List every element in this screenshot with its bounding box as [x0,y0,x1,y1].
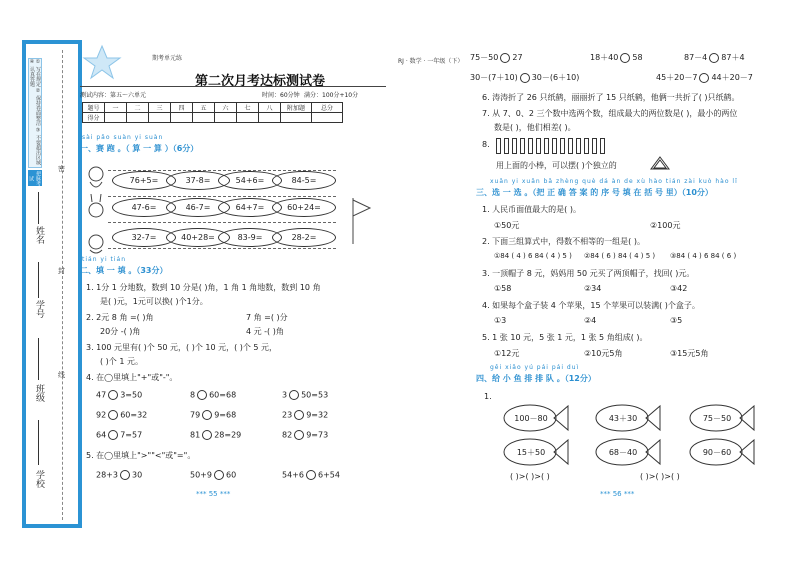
sidebar-tag: 把脉考试 [28,170,41,186]
order-row[interactable]: ( )>( )>( ) [510,472,550,481]
operand: 60 [225,470,237,480]
s3-option[interactable]: ①84 ( 4 ) 6 84 ( 4 ) 5 ) [494,252,572,260]
race-oval[interactable]: 47-6= [112,198,176,217]
cmp-item [590,52,643,63]
q2-item: 2. 2元 8 角 =( )角 [86,313,154,322]
operand: 9=32 [306,410,329,420]
s3-option[interactable]: ②4 [584,316,597,325]
score-cell: 五 [193,103,215,113]
score-cell: 题号 [83,103,105,113]
race-oval[interactable]: 64+7= [218,198,282,217]
s1-title: 一、赛 跑 。（ 算 一 算 ）（6分） [80,144,199,153]
race-oval[interactable]: 40+28= [166,228,230,247]
cmp-item [684,52,745,63]
page-title: 第二次月考达标测试卷 [194,74,325,89]
q5-item [190,470,236,480]
score-cell: 总分 [312,103,343,113]
operand: 45＋20－7 [656,73,698,82]
operand: 58 [632,53,643,62]
s3-option[interactable]: ①3 [494,316,507,325]
cmp-item [470,52,523,63]
triangle-icon [650,156,670,170]
number-label: 学号 [34,300,44,318]
finish-flag-icon [350,196,374,246]
school-label: 学校 [34,470,44,488]
race-oval[interactable]: 84-5= [272,171,336,190]
q4-item [96,410,147,420]
s3-option[interactable]: ③15元5角 [670,349,709,358]
operand: 9=68 [214,410,237,420]
answer-circle[interactable] [108,390,118,400]
answer-circle[interactable] [699,73,709,83]
score-input[interactable] [105,113,127,123]
race-oval[interactable]: 32-7= [112,228,176,247]
seal-feng: 封 [58,267,65,275]
s3-q1: 1. 人民币面值最大的是( )。 [482,205,581,214]
answer-circle[interactable] [289,390,299,400]
s3-option[interactable]: ①50元 [494,221,520,230]
s3-option[interactable]: ③42 [670,284,688,293]
score-input[interactable] [127,113,149,123]
q1-line2: 是( )元，1元可以换( )个1分。 [100,297,208,306]
test-time: 时间：60分钟 [262,92,300,99]
s3-q4: 4. 如果每个盒子装 4 个苹果，15 个苹果可以装满( )个盒子。 [482,301,700,310]
s3-q2: 2. 下面三组算式中，得数不相等的一组是( )。 [482,237,645,246]
score-input[interactable] [215,113,237,123]
q4-item [190,390,236,400]
track-line [108,248,336,249]
school-line [38,420,39,465]
class-line [38,338,39,380]
s1-pinyin: sài pǎo suàn yi suàn [82,134,164,141]
operand: 8 [190,390,196,400]
name-label: 姓名 [34,226,44,244]
q4-item [282,430,328,440]
name-line [38,192,39,224]
title-rule [80,86,386,87]
s4-pinyin: gěi xiǎo yú pái pái duì [490,364,580,371]
race-oval[interactable]: 60+24= [272,198,336,217]
q4-item [190,430,241,440]
q4-item [96,430,142,440]
q3-line2: ( )个 1 元。 [100,357,143,366]
class-label: 班级 [34,384,44,402]
s4-number: 1. [484,392,492,401]
s3-option[interactable]: ②34 [584,284,602,293]
operand: 30－(6＋10) [531,73,580,82]
operand: 47 [96,390,107,400]
q3-line1: 3. 100 元里有( )个 50 元，( )个 10 元，( )个 5 元， [86,343,278,352]
fish-expression[interactable]: 100－80 [514,414,548,423]
operand: 9=73 [306,430,329,440]
q6-text: 6. 涛涛折了 26 只纸鹤，丽丽折了 15 只纸鹤，他俩一共折了( )只纸鹤。 [482,93,740,102]
operand: 50+9 [190,470,212,480]
s3-option[interactable]: ②84 ( 6 ) 84 ( 4 ) 5 ) [584,252,656,260]
answer-circle[interactable] [294,410,304,420]
score-cell: 一 [105,103,127,113]
grade-label: RJ · 数学 · 一年级（下） [398,58,464,65]
q2-item: 20分 -( )角 [100,327,141,336]
s3-option[interactable]: ②10元5角 [584,349,623,358]
score-input[interactable] [149,113,171,123]
q2-item: 4 元 -( )角 [246,327,284,336]
operand: 79 [190,410,201,420]
fish-expression[interactable]: 43＋30 [608,414,638,423]
score-cell: 七 [237,103,259,113]
score-input[interactable] [193,113,215,123]
s3-option[interactable]: ①12元 [494,349,520,358]
answer-circle[interactable] [214,470,224,480]
q4-item [190,410,236,420]
s2-title: 二、填 一 填 。（33分） [80,266,168,275]
q2-item: 7 角 =( )分 [246,313,288,322]
operand: 50=53 [301,390,329,400]
answer-circle[interactable] [620,53,630,63]
q7-line1: 7. 从 7、0、2 三个数中选两个数，组成最大的两位数是( )，最小的两位 [482,109,738,118]
race-oval[interactable]: 28-2= [272,228,336,247]
s3-option[interactable]: ③5 [670,316,683,325]
seal-mi: 密 [58,165,65,173]
score-value-row [83,113,343,123]
s3-pinyin: xuǎn yi xuǎn bǎ zhèng què dá àn de xù hào tián zài kuò hào lǐ [490,178,738,185]
s3-option[interactable]: ①58 [494,284,512,293]
page-number-left: *** 55 *** [196,490,231,498]
q4-title: 4. 在◯里填上"+"或"-"。 [86,373,178,382]
answer-circle[interactable] [709,53,719,63]
q1-line1: 1. 1分 1 分地数，数到 10 分是( )角，1 角 1 角地数，数到 10 角 [86,283,321,292]
test-scope: 测试内容：第五～六单元 [80,92,147,99]
q8-number: 8. [482,140,490,149]
operand: 30－(7＋10) [470,73,518,82]
operand: 54+6 [282,470,304,480]
operand: 44＋20－7 [711,73,753,82]
operand: 3=50 [120,390,143,400]
track-line [108,196,336,197]
s3-q5: 5. 1 张 10 元，5 张 1 元，1 张 5 角组成( )。 [482,333,648,342]
operand: 6+54 [317,470,340,480]
operand: 75－50 [470,53,499,62]
s3-option[interactable]: ②100元 [650,221,681,230]
operand: 60=68 [209,390,237,400]
answer-circle[interactable] [500,53,510,63]
operand: 23 [282,410,293,420]
operand: 18＋40 [590,53,619,62]
s3-option[interactable]: ③84 ( 4 ) 6 84 ( 6 ) [670,252,737,260]
race-oval[interactable]: 37-8= [166,171,230,190]
operand: 27 [512,53,523,62]
score-input[interactable] [281,113,312,123]
race-oval[interactable]: 83-9= [218,228,282,247]
q4-item [282,410,328,420]
score-cell: 三 [149,103,171,113]
score-header-row [83,103,343,113]
order-row[interactable]: ( )>( )>( ) [640,472,680,481]
score-input[interactable] [312,113,343,123]
q7-line2: 数是( )，他们相差( )。 [494,123,576,132]
track-line [108,222,336,223]
score-table [82,102,343,123]
answer-circle[interactable] [520,73,530,83]
number-line [38,262,39,298]
operand: 30 [131,470,143,480]
sticks-icon [496,138,608,158]
answer-circle[interactable] [306,470,316,480]
fish-expression[interactable]: 68－40 [608,448,638,457]
answer-circle[interactable] [108,430,118,440]
operand: 87－4 [684,53,708,62]
operand: 7=57 [120,430,143,440]
operand: 81 [190,430,201,440]
race-oval[interactable]: 46-7= [166,198,230,217]
operand: 82 [282,430,293,440]
cmp-item [470,72,579,83]
answer-circle[interactable] [202,410,212,420]
cmp-item [656,72,753,83]
operand: 3 [282,390,288,400]
answer-circle[interactable] [120,470,130,480]
operand: 28+3 [96,470,118,480]
fish-expression[interactable]: 90－60 [702,448,732,457]
score-cell: 二 [127,103,149,113]
operand: 28=29 [214,430,242,440]
score-cell: 六 [215,103,237,113]
score-input[interactable] [237,113,259,123]
seal-line [62,50,63,520]
s4-title: 四、给 小 鱼 排 排 队 。（12分） [476,374,596,383]
q4-item [282,390,328,400]
operand: 87＋4 [721,53,745,62]
score-cell: 附加题 [281,103,312,113]
q5-item [282,470,340,480]
score-input[interactable] [171,113,193,123]
q5-item [96,470,142,480]
operand: 64 [96,430,107,440]
race-oval[interactable]: 76+5= [112,171,176,190]
test-full-score: 满分：100分+10分 [304,92,359,99]
score-cell: 四 [171,103,193,113]
s2-pinyin: tián yi tián [82,256,127,263]
answer-circle[interactable] [197,390,207,400]
answer-circle[interactable] [108,410,118,420]
q8-text: 用上面的小棒，可以摆( )个独立的 [496,161,617,170]
brand-label: 期考单元练 [152,55,183,62]
operand: 92 [96,410,107,420]
animals-icon [84,164,108,256]
operand: 60=32 [120,410,148,420]
fish-expression[interactable]: 75－50 [702,414,732,423]
sidebar-tips: ① 写在规定 ② 保持卷面整洁 ③ 不要超出区域 ④ 认真答题 [28,58,42,168]
score-input[interactable] [259,113,281,123]
q5-title: 5. 在◯里填上">""<"或"="。 [86,451,196,460]
seal-xian: 线 [58,371,65,379]
s3-q3: 3. 一顶帽子 8 元，妈妈用 50 元买了两顶帽子，找回( )元。 [482,269,695,278]
page-number-right: *** 56 *** [600,490,635,498]
score-cell: 得分 [83,113,105,123]
fish-expression[interactable]: 15＋50 [516,448,546,457]
s3-title: 三、选 一 选 。（把 正 确 答 案 的 序 号 填 在 括 号 里）（10分） [476,188,713,197]
answer-circle[interactable] [202,430,212,440]
answer-circle[interactable] [294,430,304,440]
q4-item [96,390,142,400]
race-oval[interactable]: 54+6= [218,171,282,190]
score-cell: 八 [259,103,281,113]
